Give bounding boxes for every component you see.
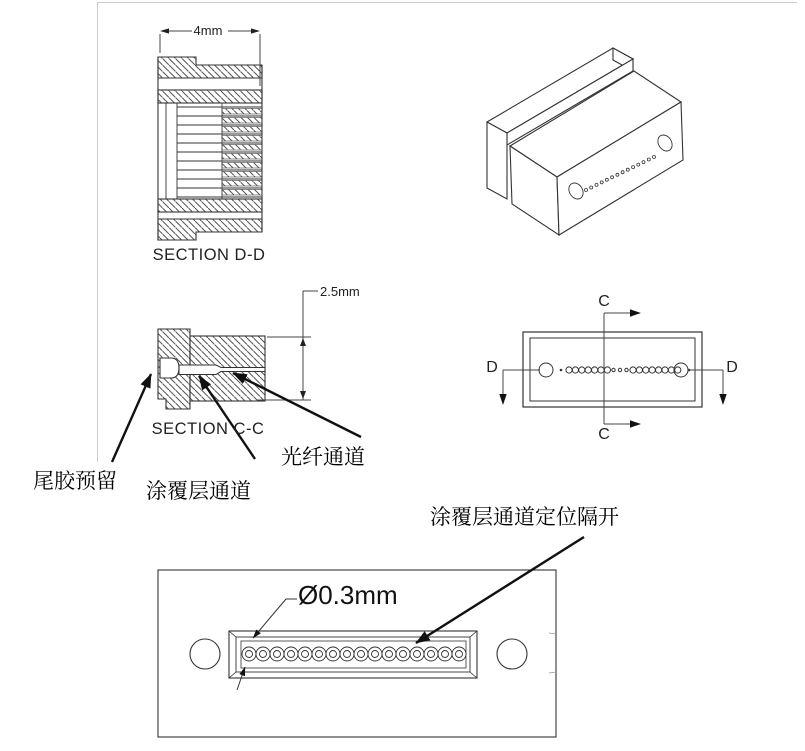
section-dd-drawing	[158, 28, 262, 240]
label-fiber-channel: 光纤通道	[281, 445, 365, 469]
dimension-hole-diameter: Ø0.3mm	[298, 580, 398, 610]
section-dd-title: SECTION D-D	[152, 246, 266, 264]
label-coating-channel: 涂覆层通道	[146, 479, 251, 503]
label-coating-channel-separation: 涂覆层通道定位隔开	[430, 505, 619, 529]
section-marker-c-top: C	[598, 293, 610, 310]
label-tail-glue-reserve: 尾胶预留	[33, 469, 117, 493]
isometric-view-drawing	[487, 48, 683, 235]
section-marker-d-left: D	[486, 359, 498, 376]
section-marker-d-right: D	[726, 359, 738, 376]
dimension-4mm: 4mm	[193, 23, 223, 38]
section-cc-drawing	[158, 291, 318, 409]
section-marker-c-bottom: C	[598, 426, 610, 443]
top-view-drawing	[499, 309, 726, 427]
arrow-coating-separation	[416, 537, 584, 643]
section-cc-title: SECTION C-C	[151, 420, 265, 438]
arrow-tail-glue	[112, 374, 151, 462]
dimension-2-5mm: 2.5mm	[320, 284, 360, 299]
